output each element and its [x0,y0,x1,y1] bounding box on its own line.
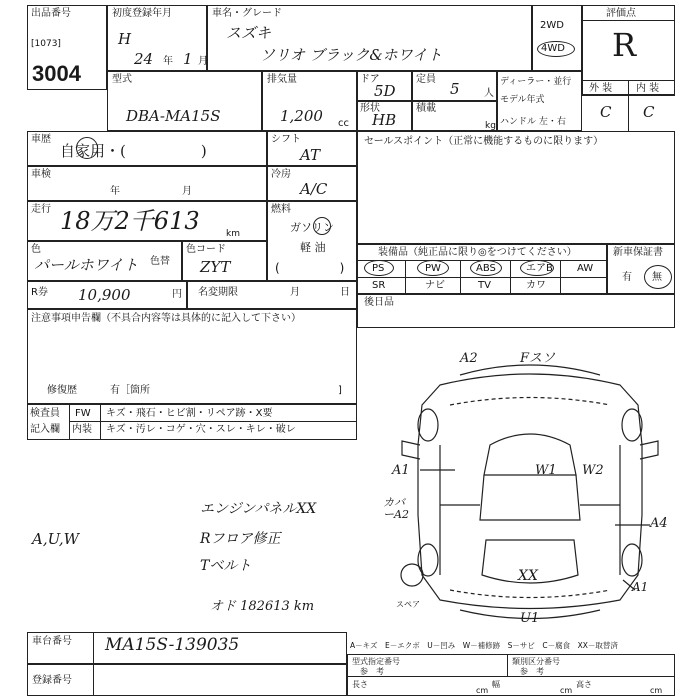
car-grade: ソリオ ブラック&ホワイト [260,46,443,64]
shape-value: HB [372,111,397,129]
equip-airbag: エアB [526,263,553,274]
warranty-label: 新車保証書 [613,247,663,258]
car-maker: スズキ [226,24,272,42]
chassis-label: 車台番号 [32,636,72,647]
exterior-label: 外 装 [589,83,613,94]
equip-navi: ナビ [425,280,445,291]
equip-pw-circle [417,260,449,276]
fuel-diesel: 軽 油 [300,241,326,254]
lot-label: 出品番号 [31,8,71,19]
length-label: 長さ [352,680,368,689]
note-line3: Tベルト [200,558,252,574]
inspector-label: 検査員 [30,408,60,419]
color-label: 色 [31,244,41,255]
length-unit: cm [476,686,489,695]
door-value: 5D [374,82,396,100]
mark-rear-right: A1 [632,580,649,594]
fuel-gasoline: ガソリン [290,221,334,234]
drive-4wd: 4WD [541,43,565,54]
inspection-month: 月 [182,186,192,197]
entry-label: 記入欄 [30,424,60,435]
score-label: 評価点 [606,8,636,19]
mark-left-bumper: カバーA2 [383,496,409,521]
equip-sr: SR [372,280,386,291]
displacement-unit: cc [338,118,349,129]
recycle-value: 10,900 [78,286,131,304]
displacement-value: 1,200 [280,107,323,125]
class-ref: 参 考 [520,667,544,676]
equip-airbag-circle [520,260,554,276]
model-value: DBA-MA15S [126,107,221,125]
score-value: R [612,26,637,64]
equip-leather: カワ [526,280,546,291]
equip-pw: PW [425,263,441,274]
reg-month-unit: 月 [198,56,208,67]
lot-sub: [1073] [31,39,61,49]
type-cert-ref: 参 考 [360,667,384,676]
height-unit: cm [650,686,663,695]
mark-top: A2 [460,351,478,366]
model-label: 型式 [112,74,132,85]
fuel-label: 燃料 [271,204,291,215]
chassis-value: MA15S-139035 [105,635,240,655]
warranty-no-circle [644,265,672,289]
registration-month: 月 [290,287,300,298]
mileage-unit: km [226,229,240,239]
damage-legend: A－キズ E－エクボ U－凹み W－補修跡 S－サビ C－腐食 XX－取替済 [350,641,618,650]
equip-aw: AW [577,263,594,274]
color-code-label: 色コード [186,244,226,255]
mark-right-lower: A4 [650,516,668,531]
fuel-circle-mark [313,217,331,235]
repair-close: ] [338,385,342,396]
height-label: 高さ [576,680,592,689]
first-reg-label: 初度登録年月 [112,8,172,19]
car-name-label: 車名・グレード [212,8,282,19]
lot-number: 3004 [32,61,81,86]
handle-label: ハンドル 左・右 [500,117,566,127]
door-label: ドア [360,74,380,85]
mileage-label: 走行 [31,204,51,215]
interior-check-label: 内装 [72,424,92,435]
shape-label: 形状 [360,103,380,114]
note-line2: Rフロア修正 [200,531,281,547]
width-unit: cm [560,686,573,695]
dealer-label: ディーラー・並行 [500,77,572,87]
equip-tv: TV [478,280,491,291]
recycle-unit: 円 [172,289,182,300]
fw-text: キズ・飛石・ヒビ割・リペア跡・X要 [106,408,273,419]
reg-era: H [118,30,132,48]
mark-rear-center: XX [518,568,538,584]
registration-number-label: 登録番号 [32,675,72,686]
equip-ps: PS [372,263,385,274]
ac-label: 冷房 [271,169,291,180]
mark-right-2: W2 [582,463,604,478]
warranty-yes: 有 [622,272,632,283]
equip-abs-circle [470,260,502,276]
drive-2wd: 2WD [540,20,564,31]
reg-month: 1 [183,50,193,68]
capacity-unit: 人 [484,88,494,99]
equipment-label: 装備品（純正品に限り◎をつけてください） [378,247,577,258]
note-line1: エンジンパネルXX [200,501,317,517]
fw-label: FW [75,408,91,419]
capacity-value: 5 [450,80,460,98]
note-auw: A,U,W [32,530,80,548]
mark-bottom: U1 [520,611,540,626]
sales-point-label: セールスポイント（正常に機能するものに限ります） [364,136,604,147]
drive-box [532,5,582,71]
mark-right-1: W1 [535,463,557,478]
equip-abs: ABS [476,263,496,274]
capacity-label: 定員 [416,74,436,85]
history-value: 自家用・( ) [60,142,207,160]
inspection-label: 車検 [31,169,51,180]
registration-box [27,664,347,696]
color-value: パールホワイト [34,256,139,274]
inspection-year: 年 [110,186,120,197]
recycle-label: R券 [31,287,48,298]
ac-value: A/C [300,180,328,198]
later-items-box [357,294,675,328]
interior-label: 内 装 [636,83,660,94]
mark-front: Fスソ [520,351,556,366]
load-unit: kg [485,121,496,131]
load-label: 積載 [416,103,436,114]
warranty-no: 無 [652,272,662,283]
registration-label: 名変期限 [198,287,238,298]
mileage-value: 18万2千613 [60,207,200,235]
interior-grade: C [643,103,655,121]
model-year-label: モデル年式 [500,95,545,105]
inspection-box [27,166,267,201]
exterior-grade: C [600,103,612,121]
notes-label: 注意事項申告欄（不具合内容等は具体的に記入して下さい） [31,313,301,324]
history-label: 車歴 [31,134,51,145]
later-items-label: 後日品 [364,297,394,308]
displacement-label: 排気量 [267,74,297,85]
color-code-value: ZYT [200,258,231,276]
repair-label: 修復歴 [47,385,77,396]
shift-value: AT [300,146,321,164]
registration-day: 日 [340,287,350,298]
spare-label: スペア [396,600,420,609]
reg-year: 24 [134,50,154,68]
note-odometer: オド 182613 km [210,599,315,614]
repair-value: 有［箇所 [110,385,150,396]
reg-year-unit: 年 [163,56,173,67]
equip-ps-circle [364,260,394,276]
interior-check-text: キズ・汚レ・コゲ・穴・スレ・キレ・破レ [106,424,296,435]
width-label: 幅 [492,680,500,689]
type-cert-label: 型式指定番号 [352,657,400,666]
color-change-label: 色替 [150,256,170,267]
mark-left-mid: A1 [392,463,410,478]
class-label: 類別区分番号 [512,657,560,666]
shift-label: シフト [271,134,301,145]
fuel-paren: ( ) [275,261,345,275]
